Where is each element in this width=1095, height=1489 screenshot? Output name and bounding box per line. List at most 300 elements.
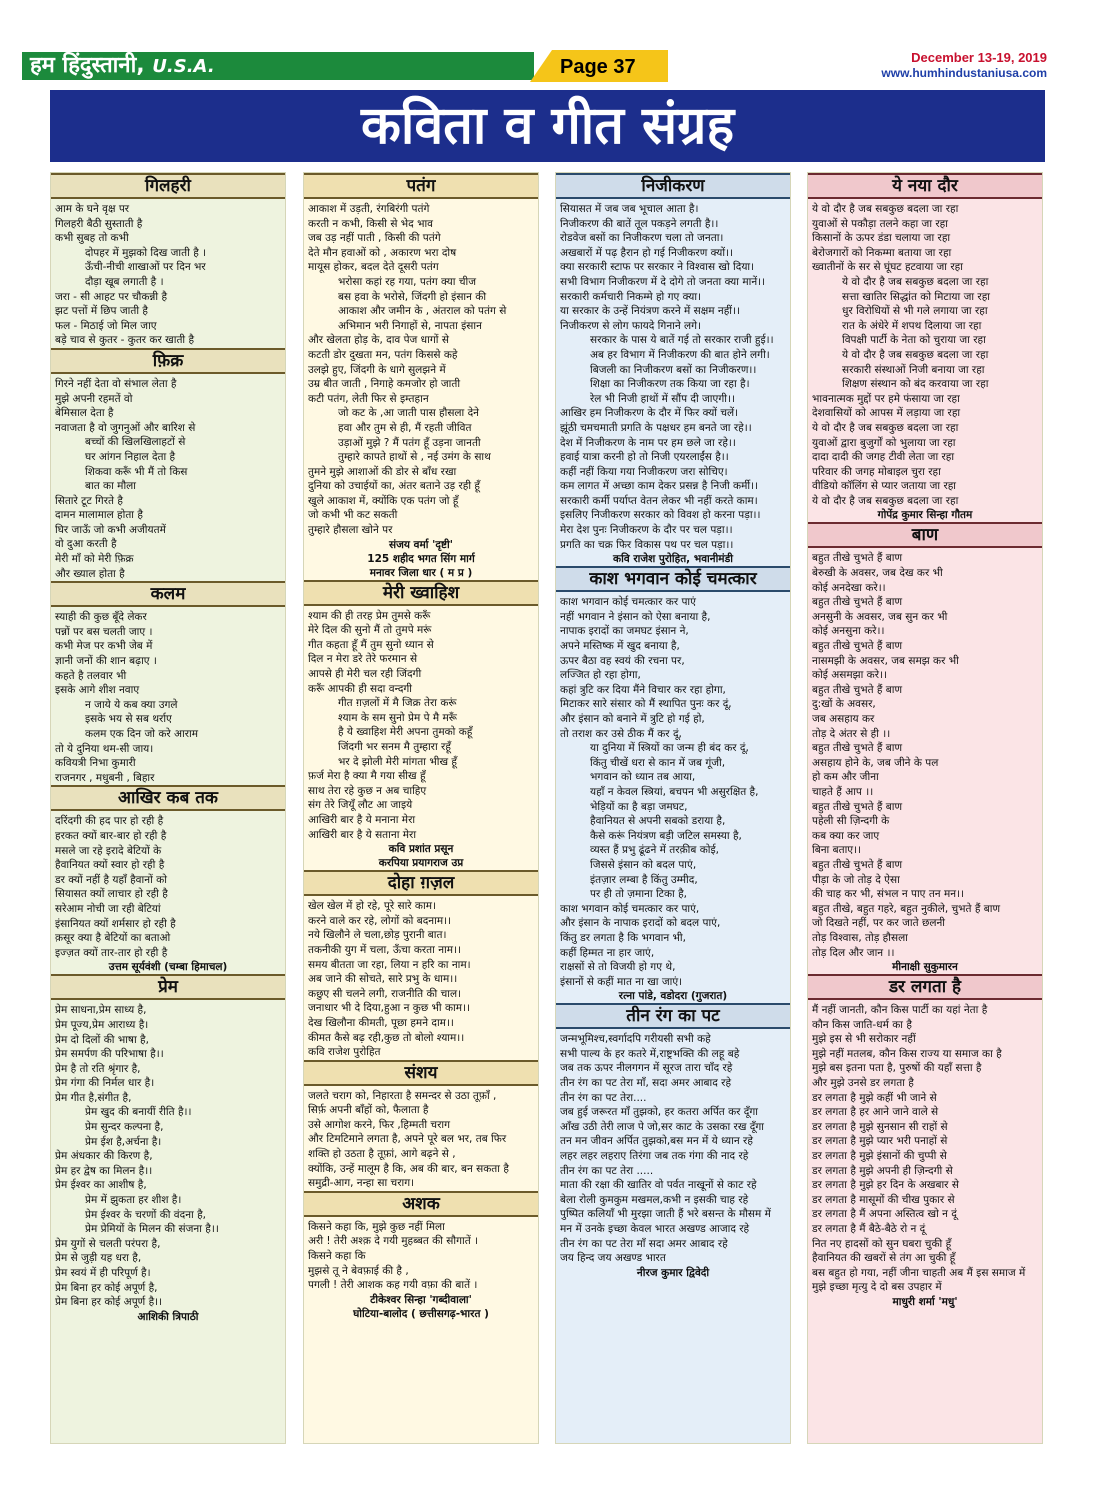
poem-line: तुम्हारे कापते हाथों से , नई उमंग के साथ	[338, 451, 491, 464]
poem-line: सियासत में जब जब भूचाल आता है।	[560, 203, 699, 215]
poem-line: प्रेम से जुड़ी यह धरा है,	[55, 1252, 142, 1265]
poem-line: और इंसान को बनाने में त्रुटि हो गई हो,	[560, 713, 705, 725]
poem-line: चाहते हैं आप ।।	[812, 785, 874, 798]
poem-line: खेल खेल में हो रहे, पूरे सारे काम।	[308, 900, 436, 913]
poem-tiranga	[556, 1003, 790, 1266]
poem-line: पगली ! तेरी आशक कह गयी वफ़ा की बातें ।	[308, 1279, 478, 1292]
poem-line: शिक्षण संस्थान को बंद करवाया जा रहा	[842, 378, 989, 391]
poem-title: गिलहरी	[51, 173, 285, 199]
poem-title: कलम	[51, 581, 285, 607]
poem-line: मुझे नहीं मतलब, कौन किस राज्य या समाज का है	[812, 1047, 1002, 1060]
poem-line: ये वो दौर है जब सबकुछ बदला जा रहा	[812, 203, 959, 215]
poem-prem	[51, 974, 285, 1309]
poem-line: बिजली का निजीकरण बसों का निजीकरण।।	[590, 363, 757, 376]
poem-line: करने वाले कर रहे, लोगों को बदनाम।।	[308, 914, 452, 927]
poem-line: नवाजता है वो जुगनुओं और बारिश से	[55, 421, 196, 434]
poem-line: हो कम और जीना	[812, 771, 879, 784]
poem-line: कभी सुबह तो कभी	[55, 232, 129, 245]
poem-line: उम्र बीत जाती , निगाहे कमजोर हो जाती	[308, 378, 461, 391]
poem-line: प्रेम दो दिलों की भाषा है,	[55, 1033, 149, 1046]
page-title: कविता व गीत संग्रह	[360, 96, 735, 156]
poem-line: दामन मालामाल होता है	[55, 509, 143, 522]
poem-line: डर लगता है हर आने जाने वाले से	[812, 1106, 939, 1119]
poem-line: बस बहुत हो गया, नहीं जीना चाहती अब मैं इस समाज में	[812, 1266, 1026, 1279]
poem-title: आखिर कब तक	[51, 785, 285, 811]
poem-line: प्रगति का चक्र फिर विकास पथ पर चल पड़ा।।	[560, 538, 734, 551]
poem-line: जो कभी भी कट सकती	[308, 509, 398, 522]
poem-line: हरकत क्यों बार-बार हो रही है	[55, 829, 167, 842]
poem-line: कीमत कैसे बढ़ रही,कुछ तो बोलो श्याम।।	[308, 1031, 465, 1044]
poem-line: पुष्पित कलियाँ भी मुरझा जाती हैं भरे बसन्त के मौसम में	[560, 1208, 771, 1221]
poem-line: नये खिलौने ले चला,छोड़ पुरानी बात।	[308, 929, 447, 942]
publication-name	[30, 52, 215, 81]
poem-line: अपने मस्तिष्क में खुद बनाया है,	[560, 640, 680, 653]
author-address: मनावर जिला धार ( म प्र )	[369, 566, 473, 579]
poem-line: आकाश में उड़ती, रंगबिरंगी पतंगे	[308, 203, 430, 215]
poem-line: कोई असमझा करे।।	[812, 669, 887, 682]
poem-gilahri	[51, 173, 285, 348]
poem-line: समय बीतता जा रहा, लिया न हरि का नाम।	[308, 958, 471, 971]
poem-line: किसने कहा कि	[308, 1250, 366, 1263]
poem-line: जनाधार भी दे दिया,हुआ न कुछ भी काम।।	[308, 1002, 470, 1015]
poem-line: देश में निजीकरण के नाम पर हम छले जा रहे।।	[560, 436, 736, 449]
poem-line: काश भगवान कोई चमत्कार कर पाएं	[560, 596, 696, 609]
poem-line: कहां त्रुटि कर दिया मैंने विचार कर रहा होगा,	[560, 683, 726, 696]
poem-line: कौन किस जाति-धर्म का है	[812, 1018, 912, 1031]
poem-line: कब क्या कर जाए	[812, 829, 880, 842]
poem-line: कोई अनसुना करे।।	[812, 625, 885, 638]
poem-line: प्रेम ईश है,अर्चना है।	[85, 1135, 162, 1148]
poem-line: करती न कभी, किसी से भेद भाव	[308, 217, 434, 230]
poem-line: धुर विरोधियों से भी गले लगाया जा रहा	[842, 305, 988, 318]
poem-line: कलम एक दिन जो करे आराम	[85, 728, 199, 740]
poem-naya-daur	[808, 173, 1042, 508]
poem-line: डर क्यों नहीं है यहाँ हैवानों को	[55, 873, 167, 886]
author-name: कवि प्रशांत प्रसून	[388, 843, 454, 856]
poem-line: दोपहर में मुझको दिख जाती है ।	[85, 246, 207, 259]
poem-line: प्रेम सुन्दर कल्पना है,	[85, 1121, 164, 1134]
poem-line: देते मौन हवाओं को , अकारण भरा दोष	[308, 246, 457, 259]
poem-line: परिवार की जगह मोबाइल चुरा रहा	[812, 465, 941, 478]
poem-line: और इंसान के नापाक इरादों को बदल पाएं,	[560, 917, 721, 930]
poem-line: मसले जा रहे इरादे बेटियों के	[55, 844, 162, 857]
poem-line: लज्जित हो रहा होगा,	[560, 669, 641, 682]
poem-title: प्रेम	[51, 974, 285, 1000]
poem-line: मुझसे तू ने बेवफ़ाई की है ,	[308, 1264, 409, 1277]
poem-line: सरकार के पास ये बातें गई तो सरकार राजी हुई।।	[590, 334, 774, 347]
poem-line: भर दे झोली मेरी मांगता भीख हूँ	[338, 755, 457, 768]
poem-line: तीन रंग का पट तेरा माँ सदा अमर आबाद रहे	[560, 1237, 728, 1250]
poem-line: कछुए सी चलने लगी, राजनीति की चाल।	[308, 987, 462, 1000]
poem-line: बहुत तीखे चुभते हैं बाण	[812, 858, 903, 871]
poem-line: कहीं हिम्मत ना हार जाएं,	[560, 946, 655, 959]
poem-line: रेल भी निजी हाथों में सौंप दी जाएगी।।	[590, 392, 735, 405]
poem-line: तकनीकी युग में चला, ऊँचा करता नाम।।	[308, 943, 462, 956]
poem-title: पतंग	[304, 173, 538, 199]
poem-line: ज्ञानी जनों की शान बढ़ाए ।	[55, 655, 157, 668]
author-name: संजय वर्मा 'दृष्टी'	[389, 538, 453, 551]
poem-line: प्रेम समर्पण की परिभाषा है।।	[55, 1048, 164, 1061]
poem-line: खुले आकाश में, क्योंकि एक पतंग जो हूँ	[308, 494, 459, 507]
poem-line: नासमझी के अवसर, जब समझ कर भी	[812, 654, 959, 667]
poem-line: डर लगता है मुझे इंसानों की चुप्पी से	[812, 1150, 947, 1163]
poem-line: व्यस्त हैं प्रभु ढूंढने में तरक़ीब कोई,	[590, 844, 719, 857]
poem-line: आखिर हम निजीकरण के दौर में फिर क्यों चलें।	[560, 407, 739, 420]
poem-line: बहुत तीखे चुभते हैं बाण	[812, 742, 903, 755]
column-2	[303, 172, 539, 1444]
author-name: कवि राजेश पुरोहित, भवानीमंडी	[613, 553, 733, 566]
author-name: माधुरी शर्मा 'मधु'	[892, 1295, 958, 1308]
website-link[interactable]: www.humhindustaniusa.com	[881, 66, 1047, 80]
poem-line: प्रेम पूज्य,प्रेम आराध्य है।	[55, 1018, 149, 1031]
poem-line: भगवान को ध्यान तब आया,	[590, 771, 696, 784]
poem-line: या दुनिया में स्त्रियों का जन्म ही बंद कर दूं,	[590, 742, 749, 755]
poem-line: बेमिसाल देता है	[55, 407, 114, 420]
poem-line: सिर्फ़ अपनी बाँहों को, फैलाता है	[308, 1104, 429, 1117]
poem-line: अखबारों में पढ़ हैरान हो गई निजीकरण क्यों।।	[560, 246, 734, 259]
poem-line: तुम्हारे हौसला खोने पर	[308, 524, 393, 537]
poem-line: शिकवा करूँ भी मैं तो किस	[85, 465, 188, 478]
poem-line: दुनिया को उचाईयों का, अंतर बताने उड़ रही हूँ	[308, 480, 481, 493]
poem-line: बेरोजगारों को निकम्मा बताया जा रहा	[812, 246, 952, 259]
poem-line: मायूस होकर, बदल देते दूसरी पतंग	[308, 261, 439, 274]
poem-line: घर आंगन निहाल देता है	[85, 450, 176, 463]
poem-line: किंतु चीखें धरा से कान में जब गूंजी,	[590, 756, 726, 769]
poem-line: भावनात्मक मुद्दों पर हमे फंसाया जा रहा	[812, 392, 960, 405]
poem-ashak	[304, 1191, 538, 1293]
poem-line: प्रेम बिना हर कोई अपूर्ण है।।	[55, 1296, 163, 1309]
poem-line: प्रेम है तो रति श्रृंगार है,	[55, 1062, 141, 1075]
poem-line: क़सूर क्या है बेटियों का बताओ	[55, 932, 171, 945]
poem-line: श्याम की ही तरह प्रेम तुमसे करूँ	[308, 609, 431, 622]
poem-line: मेरी माँ को मेरी फ़िक्र	[55, 553, 134, 566]
poem-line: कम लागत में अच्छा काम देकर प्रसन्न है निजी कर्मी।।	[560, 480, 759, 493]
author-name: नीरज कुमार द्विवेदी	[636, 1266, 710, 1279]
poem-line: जब उड़ नहीं पाती , किसी की पतंगे	[308, 232, 441, 245]
poem-line: माता की रक्षा की खातिर वो पर्वत नाखूनों से काट रहे	[560, 1179, 757, 1192]
poem-line: तो तराश कर उसे ठीक मैं कर दूं,	[560, 727, 682, 740]
poem-line: और ख्याल होता है	[55, 567, 125, 580]
poem-line: सत्ता खातिर सिद्धांत को मिटाया जा रहा	[842, 290, 991, 303]
poem-line: ऊपर बैठा वह स्वयं की रचना पर,	[560, 654, 685, 667]
poem-line: आखिरी बार है ये मनाना मेरा	[308, 813, 416, 826]
author-place: करपिया प्रयागराज उप्र	[378, 857, 464, 870]
poem-line: युवाओं से पकौड़ा तलने कहा जा रहा	[812, 217, 948, 230]
poem-line: आपसे ही मेरी चल रही जिंदगी	[308, 668, 422, 681]
poem-line: ऊँची-नीची शाखाओं पर दिन भर	[85, 261, 206, 274]
poem-title: फ़िक्र	[51, 348, 285, 374]
poem-line: निजीकरण की बातें तूल पकड़ने लगती है।।	[560, 217, 719, 230]
poem-fikr	[51, 348, 285, 581]
poem-line: जिससे इंसान को बदल पाएं,	[590, 858, 697, 871]
poem-line: जब तक ऊपर नीलगगन में सूरज तारा चाँद रहे	[560, 1062, 733, 1075]
poem-line: मुझे अपनी रहमतें वो	[55, 392, 133, 405]
poem-line: इसलिए निजीकरण सरकार को विवश हो करना पड़ा।।	[560, 509, 761, 522]
brand-text: हम हिंदुस्तानी,	[30, 53, 145, 78]
poem-line: प्रेम गंगा की निर्मल धार है।	[55, 1077, 155, 1090]
poem-line: आम के घने वृक्ष पर	[55, 203, 130, 215]
poem-line: कटी पतंग, लेती फिर से इम्तहान	[308, 392, 429, 405]
poem-title: मेरी ख्वाहिश	[304, 580, 538, 606]
poem-line: बच्चों की खिलखिलाहटों से	[85, 436, 186, 449]
poem-line: बहुत तीखे चुभते हैं बाण	[812, 640, 903, 653]
poem-line: पीड़ा के जो तोड़ दे ऐसा	[812, 873, 900, 886]
poem-line: कवि राजेश पुरोहित	[308, 1046, 381, 1059]
brand-suffix: U.S.A.	[152, 56, 215, 77]
poem-line: किसने कहा कि, मुझे कुछ नहीं मिला	[308, 1220, 445, 1233]
poem-line: या सरकार के उन्हें नियंत्रण करने में सक्षम नहीं।।	[560, 305, 740, 318]
poem-line: काश भगवान कोई चमत्कार कर पाएं,	[560, 902, 700, 915]
author-place: घोटिया-बालोद ( छत्तीसगढ़-भारत )	[353, 1307, 489, 1320]
poem-line: हैवानियत से अपनी सबको डराया है,	[590, 815, 726, 828]
poem-line: गीत कहता हूँ मैं तुम सुनो ध्यान से	[308, 638, 434, 651]
page-header	[0, 0, 1095, 84]
poem-line: बहुत तीखे चुभते हैं बाण	[812, 552, 903, 565]
poem-line: तीन रंग का पट तेरा .....	[560, 1164, 654, 1177]
poem-line: कैसे करूं नियंत्रण बड़ी जटिल समस्या है,	[590, 829, 742, 842]
poem-line: ये वो दौर है जब सबकुछ बदला जा रहा	[812, 494, 959, 507]
poem-line: कटती डोर दुखता मन, पतंग किससे कहे	[308, 348, 458, 361]
poem-line: इसके भय से सब थर्राए	[85, 713, 172, 726]
poem-line: अनसुनी के अवसर, जब सुन कर भी	[812, 610, 948, 623]
poem-line: इज्ज़त क्यों तार-तार हो रही है	[55, 946, 168, 959]
poem-line: किसानों के ऊपर डंडा चलाया जा रहा	[812, 232, 951, 245]
poem-line: पन्नों पर बस चलती जाए ।	[55, 625, 153, 638]
poem-line: बहुत तीखे, बहुत गहरे, बहुत नुकीले, चुभते हैं बाण	[812, 902, 1001, 915]
poem-line: प्रेम साधना,प्रेम साध्य है,	[55, 1004, 147, 1017]
page-number: Page 37	[560, 56, 636, 78]
poem-line: कोई अनदेखा करे।।	[812, 581, 886, 594]
poem-line: बहुत तीखे चुभते हैं बाण	[812, 800, 903, 813]
poem-dar-lagta-hai	[808, 974, 1042, 1295]
author-place: राजनगर , मधुबनी , बिहार	[55, 771, 155, 784]
poem-line: बिना बताए।।	[812, 844, 862, 857]
poem-line: आँख उठी तेरी लाज पे जो,सर काट के उसका रख दूँगा	[560, 1120, 764, 1133]
poem-line: और खेलता होड़ के, दाव पेज धागों से	[308, 334, 449, 347]
author-name: टीकेश्वर सिन्हा 'गब्दीवाला'	[370, 1293, 472, 1306]
poem-line: दादा दादी की जगह टीवी लेता जा रहा	[812, 451, 955, 464]
poem-line: समुद्री-आग, नन्हा सा चराग।	[308, 1177, 415, 1190]
poem-line: रात के अंधेरे में शपथ दिलाया जा रहा	[842, 319, 982, 332]
poem-line: हैवानियत की खबरों से तंग आ चुकी हूँ	[812, 1252, 956, 1265]
poem-line: सरकारी कर्मचारी निकम्मे हो गए क्या।	[560, 290, 702, 303]
poem-line: दरिंदगी की हद पार हो रही है	[55, 815, 164, 828]
poem-line: उड़ाओं मुझे ? मैं पतंग हूँ उड़ना जानती	[338, 436, 481, 449]
poem-line: रोडवेज बसों का निजीकरण चला तो जनता।	[560, 232, 724, 245]
poem-line: अब जाने की सोचते, सारे प्रभु के धाम।।	[308, 973, 458, 986]
poem-line: फ़र्ज मेरा है क्या मै गया सीख हूँ	[308, 770, 426, 783]
poem-line: जो दिखते नहीं, पर कर जाते छलनी	[812, 917, 946, 930]
poem-line: प्रेम हर द्वेष का मिलन है।।	[55, 1164, 153, 1177]
poem-line: डर लगता है मुझे सुनसान सी राहों से	[812, 1120, 948, 1133]
poem-line: जब हुई जरूरत माँ तुझको, हर कतरा अर्पित कर दूँगा	[560, 1106, 759, 1119]
poem-kalam-credit	[51, 756, 285, 785]
poem-line: जो कट के ,आ जाती पास हौसला देने	[338, 407, 479, 420]
poem-line: बेरुखी के अवसर, जब देख कर भी	[812, 567, 943, 580]
poem-line: तन मन जीवन अर्पित तुझको,बस मन में ये ध्यान रहे	[560, 1135, 753, 1148]
poem-line: श्याम के सम सुनो प्रेम पे मै मरूँ	[338, 711, 457, 724]
poem-line: डर लगता है मुझे हर दिन के अखबार से	[812, 1179, 959, 1192]
poem-line: प्रेम ईश्वर के चरणों की वंदना है,	[85, 1208, 207, 1221]
poem-line: और मुझे उनसे डर लगता है	[812, 1077, 914, 1090]
poem-line: सभी विभाग निजीकरण में दे दोगे तो जनता क्या मानें।।	[560, 275, 766, 288]
poem-patang	[304, 173, 538, 538]
poem-line: डर लगता है मुझे अपनी ही ज़िन्दगी से	[812, 1164, 953, 1177]
column-3	[555, 172, 791, 1444]
poem-title: निजीकरण	[556, 173, 790, 199]
poem-khwahish	[304, 580, 538, 843]
poem-line: मेरा देश पुनः निजीकरण के दौर पर चल पड़ा।।	[560, 524, 733, 537]
poem-line: इंतज़ार लम्बा है किंतु उम्मीद,	[590, 873, 698, 886]
poem-baan	[808, 522, 1042, 960]
poem-line: तोड़ दे अंतर से ही ।।	[812, 727, 891, 740]
poem-line: भरोसा कहां रह गया, पतंग क्या चीज	[338, 275, 476, 288]
poem-line: नापाक इरादों का जमघट इंसान ने,	[560, 625, 689, 638]
poem-line: करूँ आपकी ही सदा वन्दगी	[308, 682, 413, 695]
poem-line: दिल न मेरा डरे तेरे फरमान से	[308, 653, 418, 666]
poem-line: है ये ख्वाहिश मेरी अपना तुमको कहूँ	[338, 726, 473, 739]
poem-line: वीडियो कॉलिंग से प्यार जताया जा रहा	[812, 480, 957, 493]
poem-line: अभिमान भरी निगाहों से, नापता इंसान	[338, 319, 482, 332]
poem-line: कभी मेज पर कभी जेब में	[55, 640, 153, 653]
poem-line: सियासत क्यों लाचार हो रही है	[55, 888, 168, 901]
poem-line: बात का मौला	[85, 480, 136, 493]
issue-date: December 13-19, 2019	[911, 50, 1047, 65]
poem-line: प्रेम युगों से चलती परंपरा है,	[55, 1237, 161, 1250]
poem-line: भेड़ियों का है बड़ा जमघट,	[590, 800, 688, 813]
poem-line: तोड़ विश्वास, तोड़ हौसला	[812, 931, 908, 944]
poem-line: प्रेम प्रेमियों के मिलन की संजना है।।	[85, 1223, 219, 1236]
column-1	[50, 172, 286, 1444]
poem-line: सरेआम नोची जा रही बेटियां	[55, 902, 161, 915]
poem-line: फल - मिठाई जो मिल जाए	[55, 319, 157, 332]
poem-line: और टिमटिमाने लगता है, अपने पूरे बल भर, तब फिर	[308, 1133, 507, 1146]
poem-title: तीन रंग का पट	[556, 1003, 790, 1029]
poem-title: ये नया दौर	[808, 173, 1042, 199]
poem-line: तीन रंग का पट तेरा....	[560, 1091, 647, 1104]
poem-line: किंतु डर लगता है कि भगवान भी,	[560, 931, 686, 944]
poem-line: बस हवा के भरोसे, जिंदगी हो इंसान की	[338, 290, 487, 303]
poem-line: बड़े चाव से कुतर - कुतर कर खाती है	[55, 334, 195, 347]
poem-line: क्योंकि, उन्हें मालूम है कि, अब की बार, बन सकता है	[308, 1162, 509, 1175]
poem-line: ये वो दौर है जब सबकुछ बदला जा रहा	[842, 275, 989, 288]
poem-line: राक्षसों से तो विजयी हो गए थे,	[560, 961, 676, 974]
poem-line: आखिरी बार है ये सताना मेरा	[308, 828, 417, 841]
poem-line: नित नए हादसों को सुन घबरा चुकी हूँ	[812, 1237, 952, 1250]
poem-line: तीन रंग का पट तेरा माँ, सदा अमर आबाद रहे	[560, 1077, 732, 1090]
poem-line: आकाश और जमीन के , अंतराल को पतंग से	[338, 305, 507, 318]
poem-line: संग तेरे जियूँ लौट आ जाइये	[308, 799, 413, 812]
poem-line: सितारे टूट गिरते है	[55, 494, 123, 507]
poem-aakhir	[51, 785, 285, 960]
poem-line: अब हर विभाग में निजीकरण की बात होने लगी।	[590, 348, 770, 361]
poem-line: विपक्षी पार्टी के नेता को चुराया जा रहा	[842, 334, 986, 347]
poem-line: तुमने मुझे आशाओं की डोर से बाँध रखा	[308, 465, 457, 478]
poem-line: गीत ग़ज़लों में मै जिक्र तेरा करूं	[338, 697, 457, 710]
poem-line: नहीं भगवान ने इंसान को ऐसा बनाया है,	[560, 610, 711, 623]
poem-kaash	[556, 566, 790, 989]
column-4	[807, 172, 1043, 1444]
poem-line: डर लगता है मुझे कहीं भी जाने से	[812, 1091, 937, 1104]
author-address: 125 शहीद भगत सिंग मार्ग	[367, 552, 475, 565]
poem-line: युवाओं द्वारा बुजुर्गों को भुलाया जा रहा	[812, 436, 956, 449]
poem-line: यहाँ न केवल स्त्रियां, बचपन भी असुरक्षित है,	[590, 785, 759, 798]
poem-line: प्रेम ईश्वर का आशीष है,	[55, 1179, 147, 1192]
poem-line: हैवानियत क्यों स्वार हो रही है	[55, 859, 165, 872]
poem-title: अशक	[304, 1191, 538, 1217]
poem-sanshay	[304, 1060, 538, 1191]
poem-line: कहीं नहीं किया गया निजीकरण जरा सोचिए।	[560, 465, 728, 478]
poem-line: प्रेम गीत है,संगीत है,	[55, 1091, 132, 1104]
poem-line: मुझे बस इतना पता है, पुरुषों की यहाँ सत्ता है	[812, 1062, 982, 1075]
poem-line: प्रेम खुद की बनायीं रीति है।।	[85, 1106, 192, 1119]
poem-title: डर लगता है	[808, 974, 1042, 1000]
poem-line: सरकारी संस्थाओं निजी बनाया जा रहा	[842, 363, 985, 376]
poem-nijikaran	[556, 173, 790, 552]
poem-line: जरा - सी आहट पर चौकन्नी है	[55, 290, 168, 303]
poem-line: मैं नहीं जानती, कौन किस पार्टी का यहां नेता है	[812, 1004, 988, 1017]
poem-doha-ghazal	[304, 870, 538, 1060]
poem-line: इंसानों से कहीं मात ना खा जाएं।	[560, 975, 683, 988]
poem-line: डर लगता है मुझे प्यार भरी पनाहों से	[812, 1135, 948, 1148]
author-name: कवियत्री निभा कुमारी	[55, 757, 136, 770]
poem-line: की चाह कर भी, संभल न पाए तन मन।।	[812, 888, 965, 901]
author-name: आशिकी त्रिपाठी	[137, 1310, 199, 1323]
poem-title: दोहा ग़ज़ल	[304, 870, 538, 896]
poem-line: प्रेम में झुकता हर शीश है।	[85, 1194, 182, 1207]
poem-title: संशय	[304, 1060, 538, 1086]
poem-title: काश भगवान कोई चमत्कार	[556, 566, 790, 592]
poem-line: देशवासियों को आपस में लड़ाया जा रहा	[812, 407, 961, 420]
poem-line: उसे आगोश करने, फिर ,हिम्मती चराग	[308, 1118, 451, 1131]
poem-line: ये वो दौर है जब सबकुछ बदला जा रहा	[812, 421, 959, 434]
poem-kalam	[51, 581, 285, 756]
poem-line: जिंदगी भर सनम मै तुम्हारा रहूँ	[338, 741, 451, 753]
poem-line: वो दुआ करती है	[55, 538, 117, 551]
poem-line: असहाय होने के, जब जीने के पल	[812, 756, 939, 769]
poem-line: न जाये ये कब क्या उगले	[85, 698, 178, 711]
poem-line: सरकारी कर्मी पर्याप्त वेतन लेकर भी नहीं करते काम।	[560, 494, 758, 507]
author-name: रत्ना पांडे, वडोदरा (गुजरात)	[618, 990, 728, 1003]
poem-line: बहुत तीखे चुभते हैं बाण	[812, 596, 903, 609]
poem-line: झट पत्तों में छिप जाती है	[55, 305, 148, 318]
poem-line: घिर जाऊँ जो कभी अजीयतमें	[55, 523, 166, 536]
poem-line: प्रेम स्वयं में ही परिपूर्ण है।	[55, 1267, 151, 1279]
poem-line: अरी ! तेरी अश्क़ दे गयी मुहब्बत की सौगातें ।	[308, 1235, 479, 1248]
poem-line: जन्मभूमिश्च,स्वर्गादपि गरीयसी सभी कहे	[560, 1033, 711, 1046]
poem-line: दु:खों के अवसर,	[812, 698, 876, 711]
poem-line: उलझे हुए, जिंदगी के धागे सुलझने में	[308, 363, 446, 376]
author-name: मीनाक्षी सुकुमारन	[892, 961, 958, 974]
poem-line: गिलहरी बैठी सुस्ताती है	[55, 217, 143, 230]
poem-line: जलते चराग को, निहारता है समन्दर से उठा तूफ़ाँ ,	[308, 1089, 497, 1102]
poem-line: इसके आगे शीश नवाए	[55, 684, 140, 697]
poem-title: बाण	[808, 522, 1042, 548]
poem-line: शिक्षा का निजीकरण तक किया जा रहा है।	[590, 378, 750, 391]
poem-line: कहते है तलवार भी	[55, 669, 127, 682]
poem-line: साथ तेरा रहे कुछ न अब चाहिए	[308, 784, 427, 797]
poem-line: डर लगता है मैं बैठे-बैठे रो न दूं	[812, 1223, 926, 1235]
poem-line: मुझे इस से भी सरोकार नहीं	[812, 1033, 916, 1046]
poem-line: लहर लहर लहराए तिरंगा जब तक गंगा की नाद रहे	[560, 1150, 749, 1163]
poem-line: प्रेम अंधकार की किरण है,	[55, 1150, 153, 1163]
poem-line: प्रेम बिना हर कोई अपूर्ण है,	[55, 1281, 158, 1294]
author-name: उत्तम सूर्यवंशी (चम्बा हिमाचल)	[108, 961, 228, 974]
poem-line: क्या सरकारी स्टाफ पर सरकार ने विश्वास खो दिया।	[560, 261, 755, 274]
poem-line: मेरे दिल की सुनो मैं तो तुमपे मरूं	[308, 624, 432, 637]
poem-line: हवा और तुम से ही, मैं रहती जीवित	[338, 421, 472, 434]
poem-line: पहेली सी ज़िन्दगी के	[812, 815, 890, 828]
